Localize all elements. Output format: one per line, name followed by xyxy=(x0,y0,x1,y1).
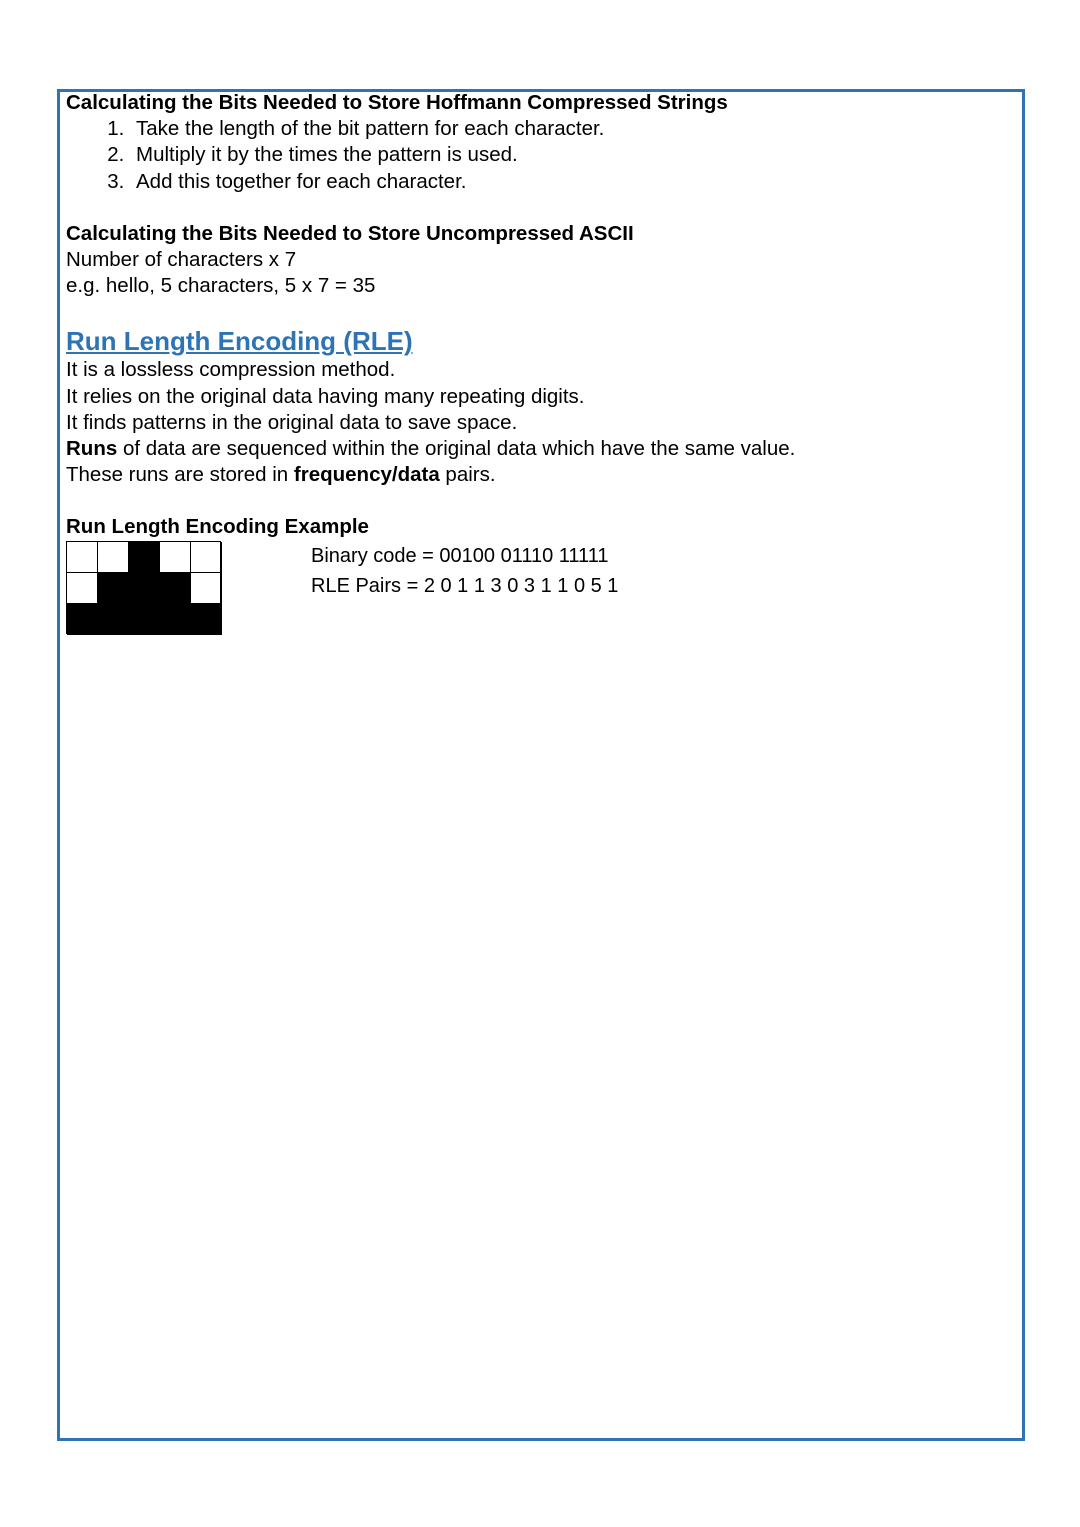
huffman-steps xyxy=(66,116,1006,195)
rle-example xyxy=(66,541,1006,651)
binary-code: Binary code = 00100 01110 11111 xyxy=(311,544,609,567)
huffman-step: 3. Add this together for each character. xyxy=(130,169,1006,195)
rle-line: It is a lossless compression method. xyxy=(66,358,396,382)
example-codes xyxy=(311,541,618,601)
pixel-cell xyxy=(160,542,191,573)
pairs-term: frequency/data xyxy=(293,463,440,487)
rle-pairs: RLE Pairs = 2 0 1 1 3 0 3 1 1 0 5 1 xyxy=(311,574,619,597)
pixel-cell xyxy=(129,604,160,635)
pixel-cell xyxy=(98,573,129,604)
pixel-cell xyxy=(191,573,222,604)
pixel-grid xyxy=(66,541,221,634)
huffman-step: 1. Take the length of the bit pattern for each character. xyxy=(130,116,1006,142)
pixel-cell xyxy=(98,604,129,635)
huffman-step: 2. Multiply it by the times the pattern is used. xyxy=(130,142,1006,168)
rle-pairs-line xyxy=(66,462,1006,488)
pixel-cell xyxy=(191,604,222,635)
pixel-cell xyxy=(160,604,191,635)
rle-line: It finds patterns in the original data to save space. xyxy=(66,410,518,434)
example-heading: Run Length Encoding Example xyxy=(66,515,369,539)
rle-line: It relies on the original data having many repeating digits. xyxy=(66,384,585,408)
pairs-text-pre: These runs are stored in xyxy=(66,463,294,487)
pixel-cell xyxy=(67,573,98,604)
runs-text: of data are sequenced within the original data which have the same value. xyxy=(117,437,796,461)
pixel-cell xyxy=(160,573,191,604)
rle-runs-line xyxy=(66,436,1006,462)
pixel-cell xyxy=(129,542,160,573)
document-body xyxy=(66,90,1006,651)
pixel-cell xyxy=(129,573,160,604)
ascii-formula: Number of characters x 7 xyxy=(66,248,297,272)
ascii-heading: Calculating the Bits Needed to Store Uncompressed ASCII xyxy=(66,221,634,245)
pairs-text-post: pairs. xyxy=(439,463,496,487)
rle-title: Run Length Encoding (RLE) xyxy=(66,326,413,357)
runs-term: Runs xyxy=(66,437,118,461)
huffman-heading: Calculating the Bits Needed to Store Hoffmann Compressed Strings xyxy=(66,91,728,114)
pixel-cell xyxy=(191,542,222,573)
ascii-example: e.g. hello, 5 characters, 5 x 7 = 35 xyxy=(66,274,376,298)
pixel-cell xyxy=(67,604,98,635)
pixel-cell xyxy=(98,542,129,573)
pixel-cell xyxy=(67,542,98,573)
